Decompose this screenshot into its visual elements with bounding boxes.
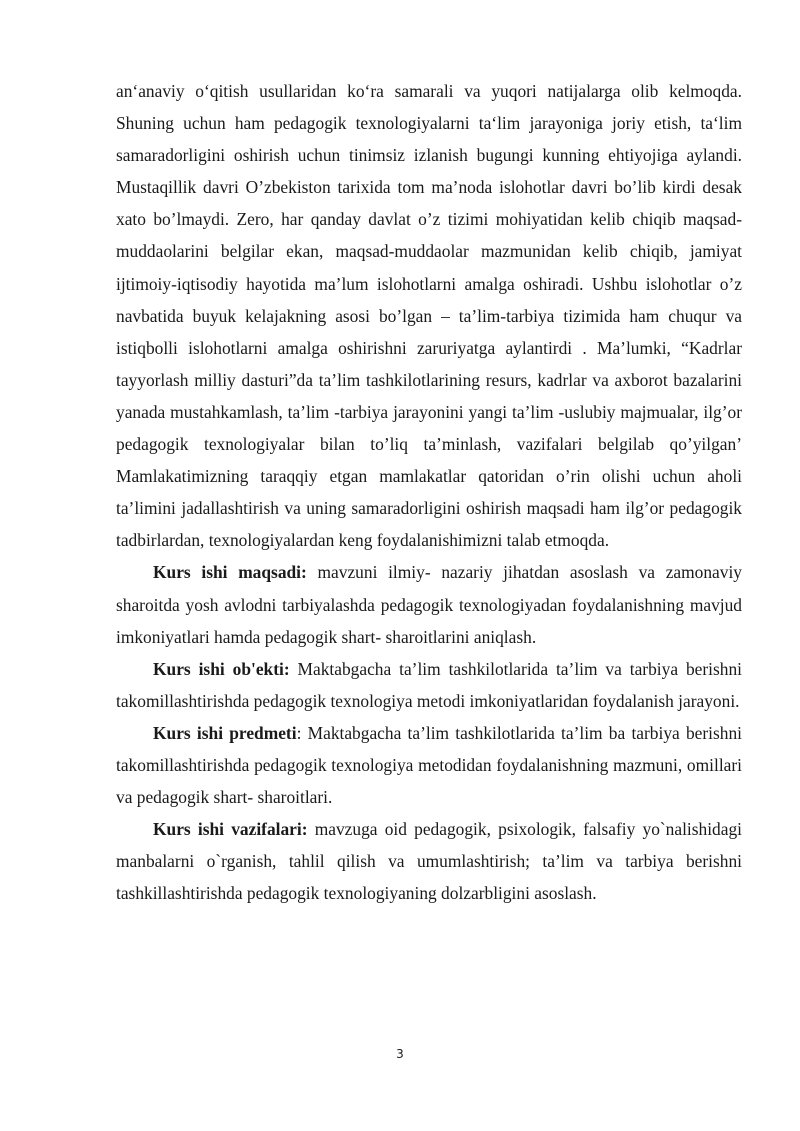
- tasks-label: Kurs ishi vazifalari:: [153, 819, 308, 840]
- paragraph-object: [116, 653, 742, 717]
- document-page-body: [116, 75, 742, 909]
- paragraph-tasks: [116, 813, 742, 909]
- paragraph-goal: [116, 556, 742, 652]
- subject-text: : Maktabgacha ta’lim tashkilotlarida ta’lim ba tarbiya berishni takomillashtirishda pedagogik texnologiya metodidan foydalanishning mazmuni, omillari va pedagogik shart- sharoitlari.: [116, 722, 742, 808]
- paragraph-subject: [116, 717, 742, 813]
- object-text: Maktabgacha ta’lim tashkilotlarida ta’lim va tarbiya berishni takomillashtirishda pedagogik texnologiya metodi imkoniyatlaridan foydalanish jarayoni.: [116, 658, 742, 711]
- paragraph-intro: an‘anaviy o‘qitish usullaridan ko‘ra samarali va yuqori natijalarga olib kelmoqda. Shuning uchun ham pedagogik texnologiyalarni ta‘lim jarayoniga joriy etish, ta‘lim samaradorligini oshirish uchun tinimsiz izlanish bugungi kunning ehtiyojiga aylandi. Mustaqillik davri O’zbekiston tarixida tom ma’noda islohotlar davri bo’lib kirdi desak xato bo’lmaydi. Zero, har qanday davlat o’z tizimi mohiyatidan kelib chiqib maqsad-muddaolarini belgilar ekan, maqsad-muddaolar mazmunidan kelib chiqib, jamiyat ijtimoiy-iqtisodiy hayotida ma’lum islohotlarni amalga oshiradi. Ushbu islohotlar o’z navbatida buyuk kelajakning asosi bo’lgan – ta’lim-tarbiya tizimida ham chuqur va istiqbolli islohotlarni amalga oshirishni zaruriyatga aylantirdi . Ma’lumki, “Kadrlar tayyorlash milliy dasturi”da ta’lim tashkilotlarining resurs, kadrlar va axborot bazalarini yanada mustahkamlash, ta’lim -tarbiya jarayonini yangi ta’lim -uslubiy majmualar, ilg’or pedagogik texnologiyalar bilan to’liq ta’minlash, vazifalari belgilab qo’yilgan’ Mamlakatimizning taraqqiy etgan mamlakatlar qatoridan o’rin olishi uchun aholi ta’limini jadallashtirish va uning samaradorligini oshirish maqsadi ham ilg’or pedagogik tadbirlardan, texnologiyalardan keng foydalanishimizni talab etmoqda.: [116, 81, 742, 551]
- page-number: 3: [396, 1047, 404, 1061]
- subject-label: Kurs ishi predmeti: [153, 722, 297, 743]
- tasks-text: mavzuga oid pedagogik, psixologik, falsafiy yo`nalishidagi manbalarni o`rganish, tahlil qilish va umumlashtirish; ta’lim va tarbiya berishni tashkillashtirishda pedagogik texnologiyaning dolzarbligini asoslash.: [116, 819, 742, 904]
- goal-label: Kurs ishi maqsadi:: [153, 562, 307, 583]
- object-label: Kurs ishi ob'ekti:: [153, 658, 290, 679]
- goal-text: mavzuni ilmiy- nazariy jihatdan asoslash va zamonaviy sharoitda yosh avlodni tarbiyalashda pedagogik texnologiyadan foydalanishning mavjud imkoniyatlari hamda pedagogik shart- sharoitlarini aniqlash.: [116, 562, 742, 647]
